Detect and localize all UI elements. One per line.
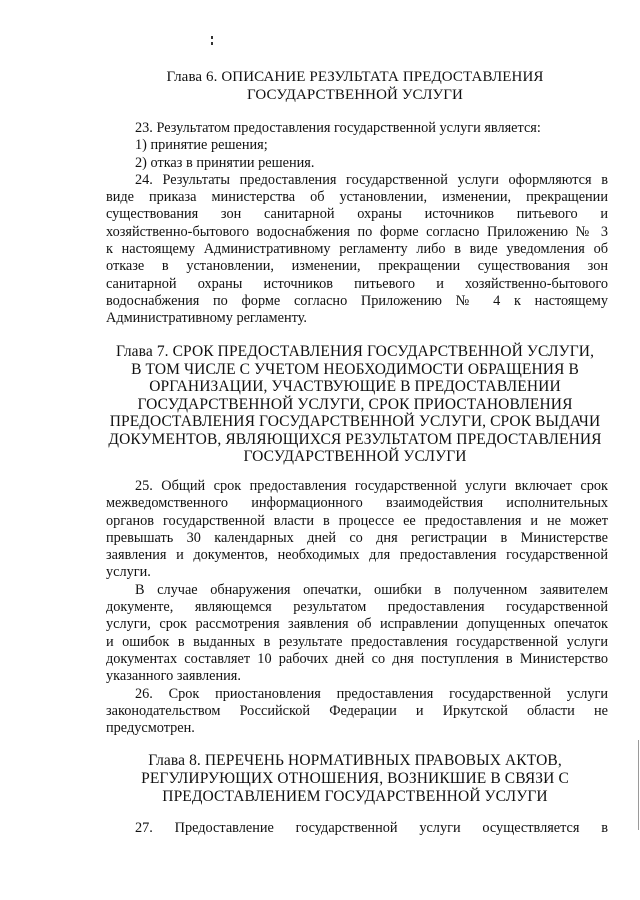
paragraph-line: документах составляет 10 рабочих дней со дня поступления в Министерство [106,650,608,667]
paragraph-line: заявления и документов, необходимых для предоставления государственной [106,547,608,564]
paragraph-line: законодательством Российской Федерации и Иркутской области не [106,702,608,719]
heading-line: ПРЕДОСТАВЛЕНИЕМ ГОСУДАРСТВЕННОЙ УСЛУГИ [162,788,548,805]
paragraph-line: В случае обнаружения опечатки, ошибки в полученном заявителем [135,581,608,598]
paragraph-line: указанного заявления. [106,668,241,685]
paragraph-line: услуги, срок рассмотрения заявления об исправлении допущенных опечаток [106,616,608,633]
heading-line: ОРГАНИЗАЦИИ, УЧАСТВУЮЩИЕ В ПРЕДОСТАВЛЕНИИ [149,378,561,395]
paragraph-line: услуги. [106,564,151,581]
list-item: 1) принятие решения; [135,137,268,154]
heading-line: В ТОМ ЧИСЛЕ С УЧЕТОМ НЕОБХОДИМОСТИ ОБРАЩЕНИЯ В [131,360,579,378]
heading-line: Глава 8. ПЕРЕЧЕНЬ НОРМАТИВНЫХ ПРАВОВЫХ АКТОВ, [148,752,562,769]
paragraph-line: к настоящему Административному регламенту либо в виде уведомления об [106,241,608,258]
heading-line: РЕГУЛИРУЮЩИХ ОТНОШЕНИЯ, ВОЗНИКШИЕ В СВЯЗИ С [141,770,569,787]
paragraph-line: хозяйственно-бытового водоснабжения по форме согласно Приложению № 3 [106,223,608,240]
heading-line: Глава 6. ОПИСАНИЕ РЕЗУЛЬТАТА ПРЕДОСТАВЛЕНИЯ [166,69,544,85]
heading-line: ДОКУМЕНТОВ, ЯВЛЯЮЩИХСЯ РЕЗУЛЬТАТОМ ПРЕДОСТАВЛЕНИЯ [108,430,602,448]
heading-line: ГОСУДАРСТВЕННОЙ УСЛУГИ [247,87,463,103]
paragraph-line: водоснабжения по форме согласно Приложению № 4 к настоящему [106,292,608,309]
chapter-8-body [106,820,608,837]
paragraph-line: 26. Срок приостановления предоставления государственной услуги [135,685,608,702]
paragraph-line: превышать 30 календарных дней со дня регистрации в Министерстве [106,529,608,546]
paragraph-line: предусмотрен. [106,720,195,737]
scan-mark [211,36,213,52]
paragraph-line: межведомственного информационного взаимодействия исполнительных [106,495,608,512]
chapter-6-heading [100,68,610,104]
chapter-6-body [106,120,608,328]
paragraph-line: 23. Результатом предоставления государственной услуги является: [135,120,541,136]
chapter-7-body [106,478,608,737]
heading-line: ГОСУДАРСТВЕННОЙ УСЛУГИ [243,448,467,465]
heading-line: ГОСУДАРСТВЕННОЙ УСЛУГИ, СРОК ПРИОСТАНОВЛЕНИЯ [137,395,573,413]
paragraph-line: органов государственной власти в процессе ее предоставления и не может [106,512,608,529]
heading-line: ПРЕДОСТАВЛЕНИЯ ГОСУДАРСТВЕННОЙ УСЛУГИ, СРОК ВЫДАЧИ [109,413,601,430]
paragraph-line: 24. Результаты предоставления государственной услуги оформляются в [135,171,608,188]
paragraph-line: Административному регламенту. [106,310,307,327]
chapter-8-heading [100,752,610,806]
paragraph-line: 25. Общий срок предоставления государственной услуги включает срок [135,478,608,494]
paragraph-line: виде приказа министерства об установлении, изменении, прекращении [106,189,608,206]
paragraph-line: документе, являющемся результатом предоставления государственной [106,599,608,616]
paragraph-line: 27. Предоставление государственной услуги осуществляется в [135,820,608,836]
heading-line: Глава 7. СРОК ПРЕДОСТАВЛЕНИЯ ГОСУДАРСТВЕННОЙ УСЛУГИ, [115,343,595,360]
paragraph-line: санитарной охраны источников питьевого и хозяйственно-бытового [106,275,608,292]
list-item: 2) отказ в принятии решения. [135,154,315,171]
scan-edge [638,740,639,830]
paragraph-line: и ошибок в выданных в результате предоставления государственной услуги [106,633,608,650]
paragraph-line: отказе в установлении, изменении, прекращении существования зон [106,258,608,275]
chapter-7-heading [100,343,610,466]
paragraph-line: существования зон санитарной охраны источников питьевого и [106,206,608,223]
